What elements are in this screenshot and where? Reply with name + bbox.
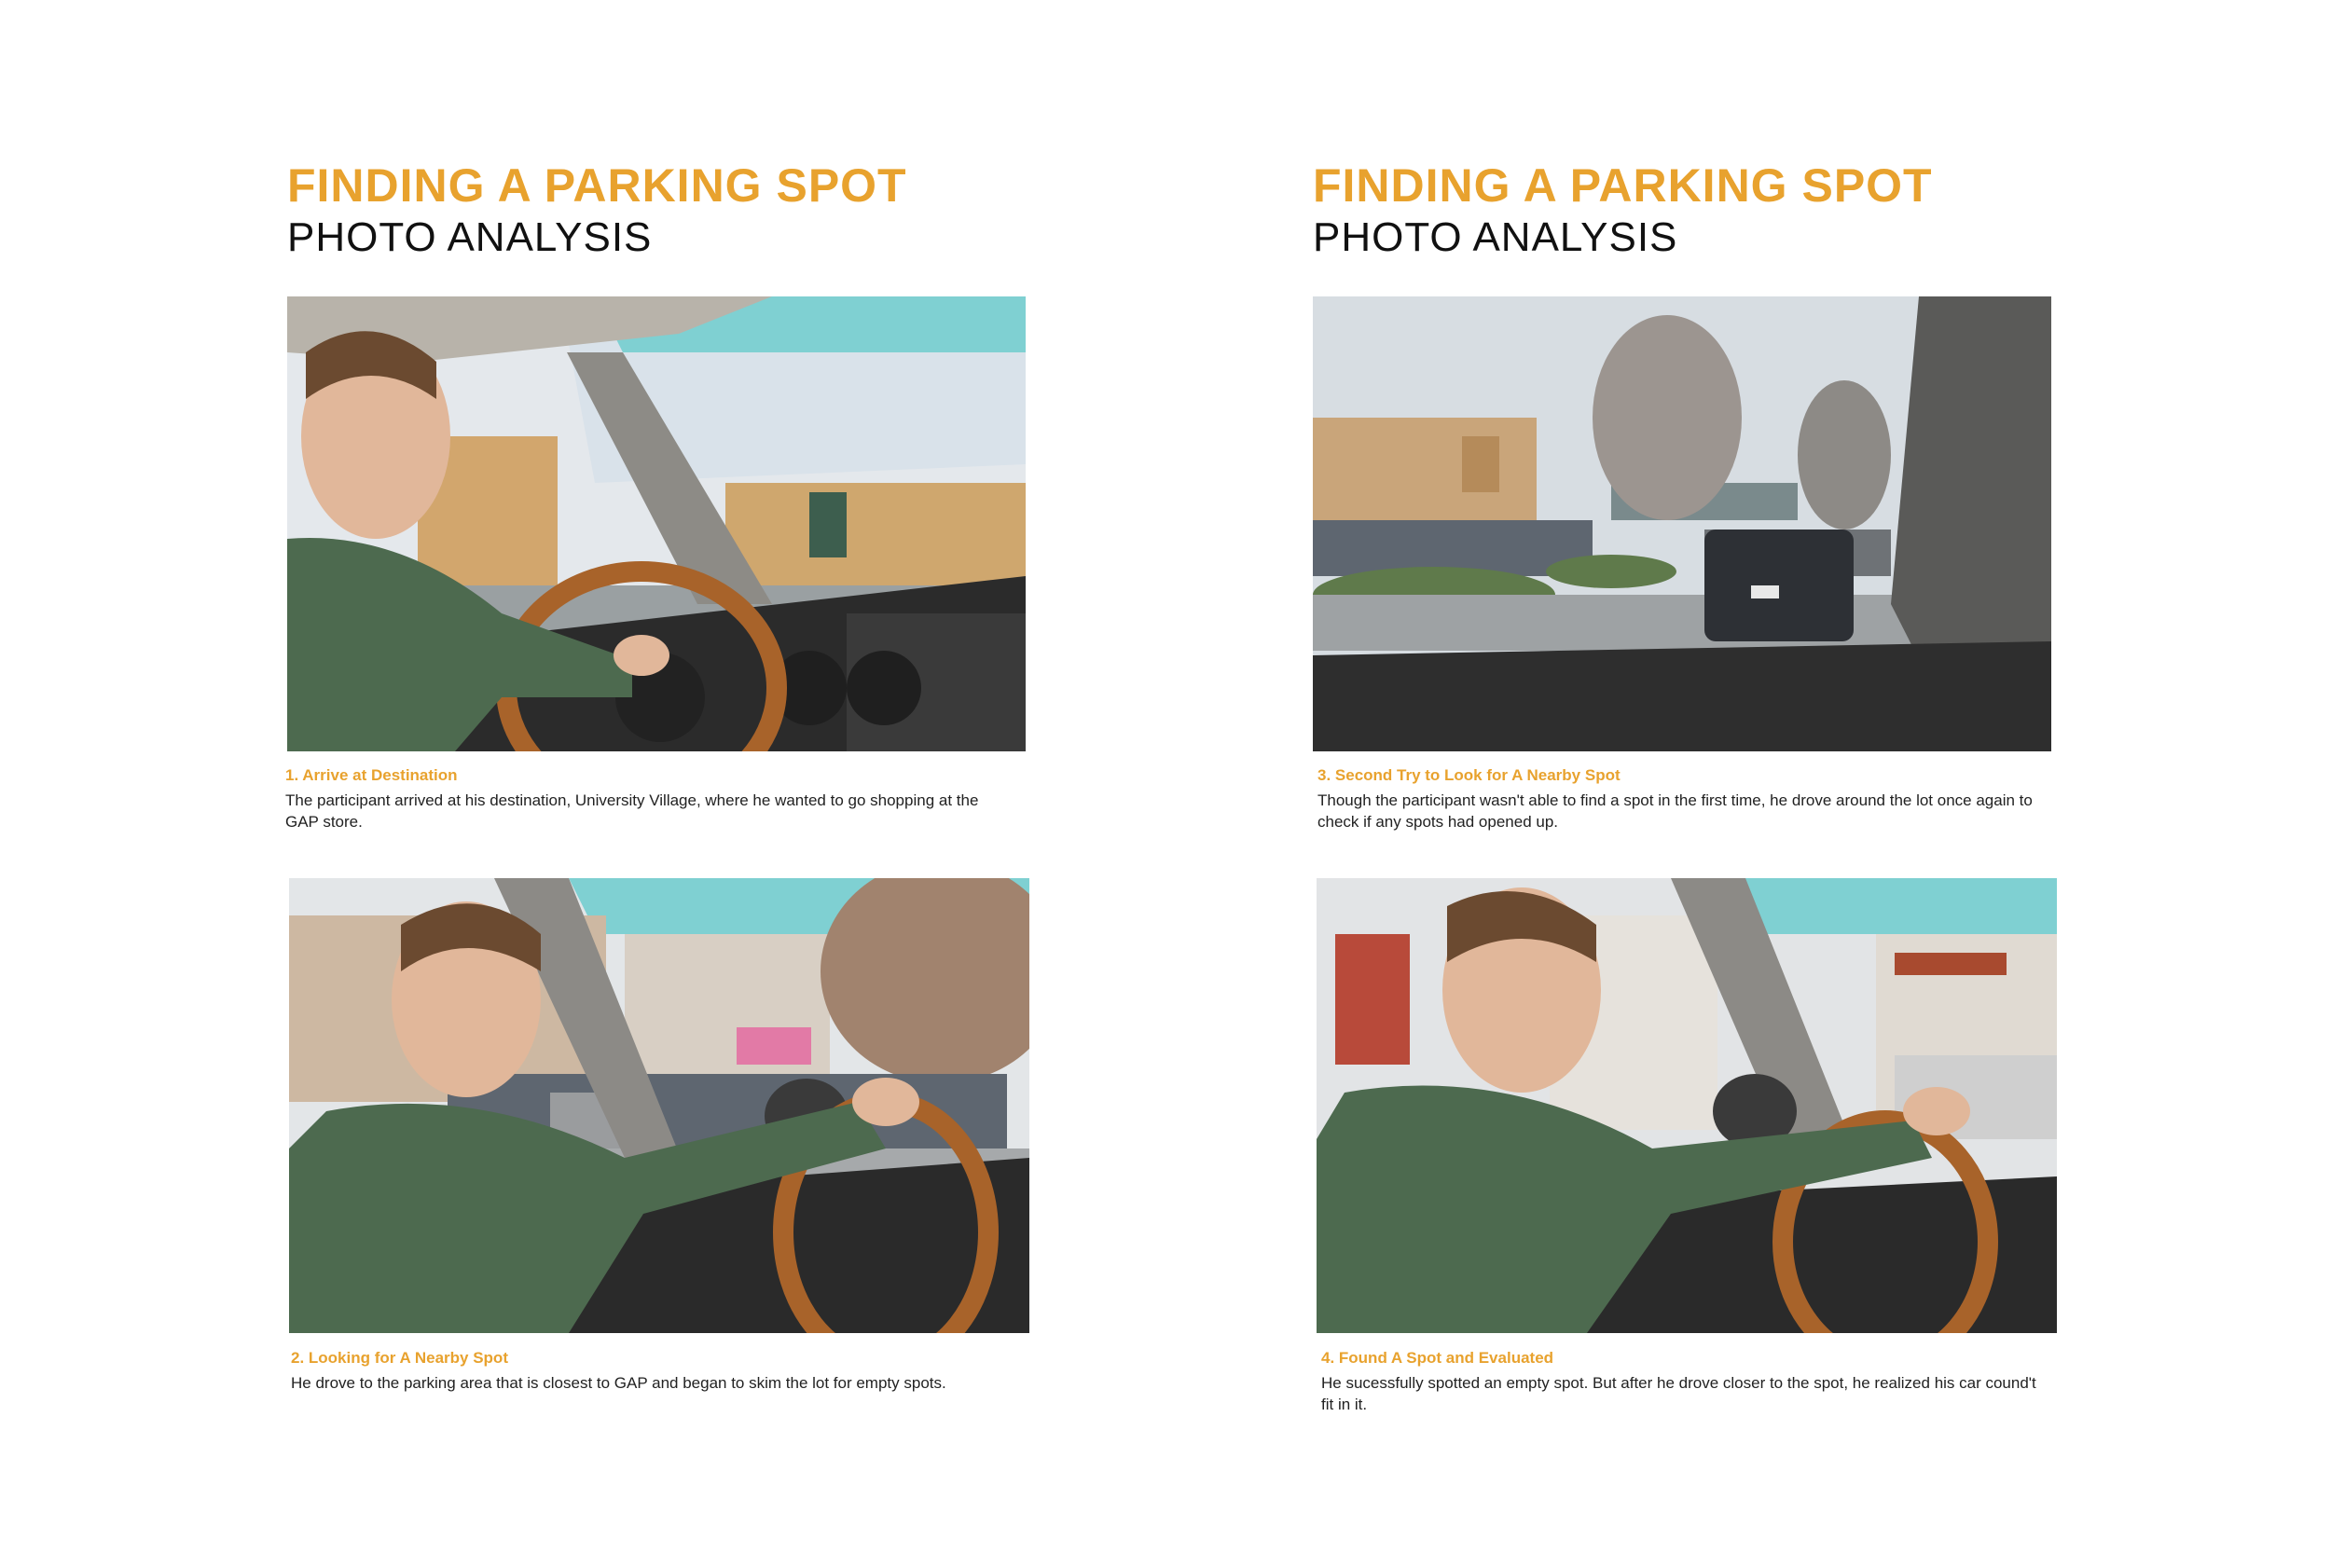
page-title: FINDING A PARKING SPOT: [1313, 159, 1933, 212]
photo-arrive-at-destination: [287, 296, 1026, 751]
caption-title-4: 4. Found A Spot and Evaluated: [1321, 1349, 1554, 1367]
photo-found-spot: [1317, 878, 2057, 1333]
page-subtitle: PHOTO ANALYSIS: [287, 214, 653, 260]
caption-text-4: He sucessfully spotted an empty spot. But after he drove closer to the spot, he realized his car cound't fit in it.: [1321, 1374, 2036, 1413]
caption-text-2: He drove to the parking area that is closest to GAP and began to skim the lot for empty spots.: [291, 1374, 946, 1392]
page-title: FINDING A PARKING SPOT: [287, 159, 907, 212]
photo-looking-for-spot: [289, 878, 1029, 1333]
caption-title-2: 2. Looking for A Nearby Spot: [291, 1349, 508, 1367]
caption-title-3: 3. Second Try to Look for A Nearby Spot: [1317, 766, 1621, 784]
photo-second-try: [1313, 296, 2051, 751]
caption-title-1: 1. Arrive at Destination: [285, 766, 458, 784]
page-subtitle: PHOTO ANALYSIS: [1313, 214, 1678, 260]
caption-text-3: Though the participant wasn't able to find a spot in the first time, he drove around the lot once again to check if any spots had opened up.: [1317, 791, 2033, 831]
caption-text-1: The participant arrived at his destination, University Village, where he wanted to go shopping at the GAP store.: [285, 791, 979, 831]
right-page: [1166, 0, 2331, 1568]
